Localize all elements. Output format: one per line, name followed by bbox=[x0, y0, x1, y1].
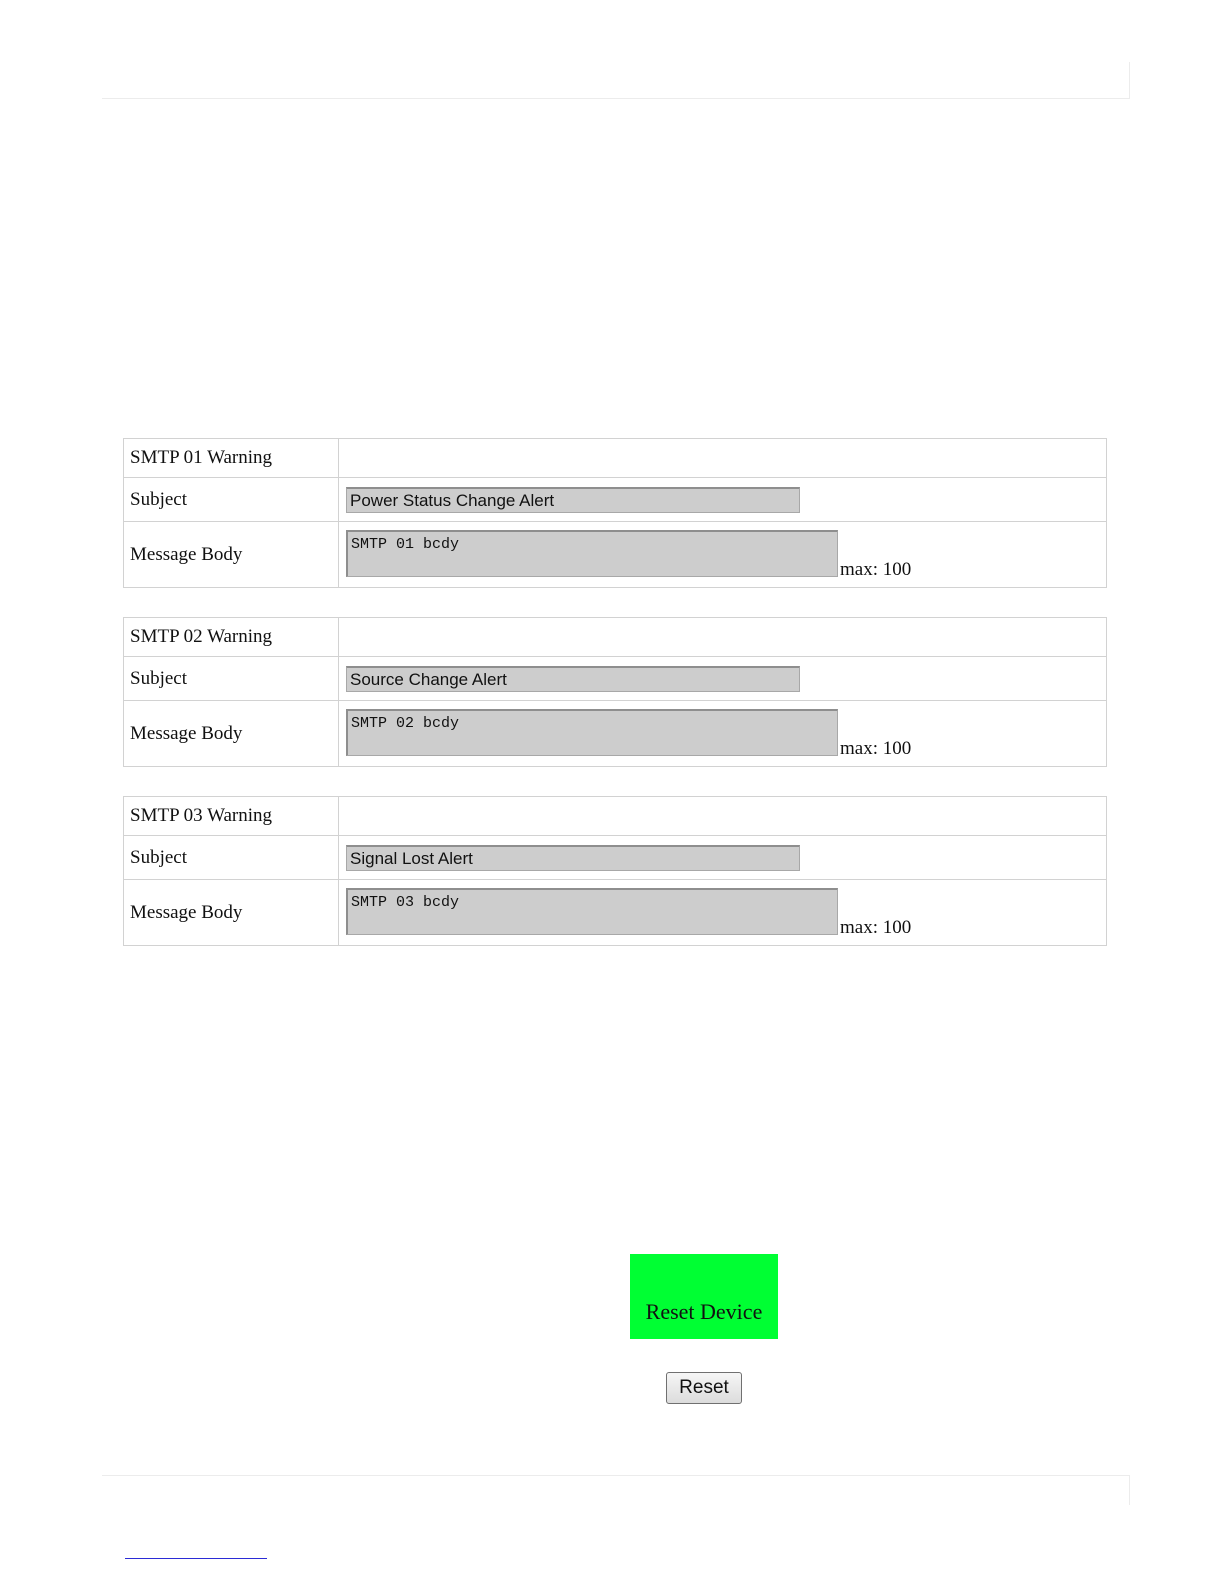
smtp-01-title: SMTP 01 Warning bbox=[124, 439, 339, 478]
header-corner-rule bbox=[1129, 62, 1130, 99]
reset-device-banner bbox=[630, 1254, 778, 1339]
table-row bbox=[124, 880, 1107, 946]
max-length-note: max: 100 bbox=[840, 738, 912, 759]
reset-device-label: Reset Device bbox=[645, 1299, 763, 1324]
empty-cell bbox=[339, 618, 1107, 657]
header-divider bbox=[102, 98, 1130, 99]
table-row bbox=[124, 701, 1107, 767]
smtp-03-warning-table bbox=[123, 796, 1107, 946]
message-body-label: Message Body bbox=[124, 701, 339, 767]
smtp-02-subject-input[interactable] bbox=[346, 666, 800, 692]
smtp-01-warning-table bbox=[123, 438, 1107, 588]
subject-label: Subject bbox=[124, 478, 339, 522]
table-row bbox=[124, 478, 1107, 522]
table-row bbox=[124, 797, 1107, 836]
smtp-01-subject-input[interactable] bbox=[346, 487, 800, 513]
smtp-02-title: SMTP 02 Warning bbox=[124, 618, 339, 657]
footer-corner-rule bbox=[1129, 1475, 1130, 1505]
subject-label: Subject bbox=[124, 657, 339, 701]
table-row bbox=[124, 657, 1107, 701]
smtp-03-subject-input[interactable] bbox=[346, 845, 800, 871]
reset-button[interactable]: Reset bbox=[666, 1372, 742, 1404]
table-row bbox=[124, 522, 1107, 588]
footnote-separator bbox=[125, 1558, 267, 1559]
footer-divider bbox=[102, 1475, 1130, 1476]
empty-cell bbox=[339, 797, 1107, 836]
table-row bbox=[124, 439, 1107, 478]
empty-cell bbox=[339, 439, 1107, 478]
max-length-note: max: 100 bbox=[840, 917, 912, 938]
smtp-03-message-body-input[interactable] bbox=[346, 888, 838, 935]
smtp-01-message-body-input[interactable] bbox=[346, 530, 838, 577]
message-body-label: Message Body bbox=[124, 880, 339, 946]
subject-label: Subject bbox=[124, 836, 339, 880]
message-body-label: Message Body bbox=[124, 522, 339, 588]
table-row bbox=[124, 836, 1107, 880]
max-length-note: max: 100 bbox=[840, 559, 912, 580]
table-row bbox=[124, 618, 1107, 657]
smtp-03-title: SMTP 03 Warning bbox=[124, 797, 339, 836]
smtp-02-message-body-input[interactable] bbox=[346, 709, 838, 756]
smtp-02-warning-table bbox=[123, 617, 1107, 767]
